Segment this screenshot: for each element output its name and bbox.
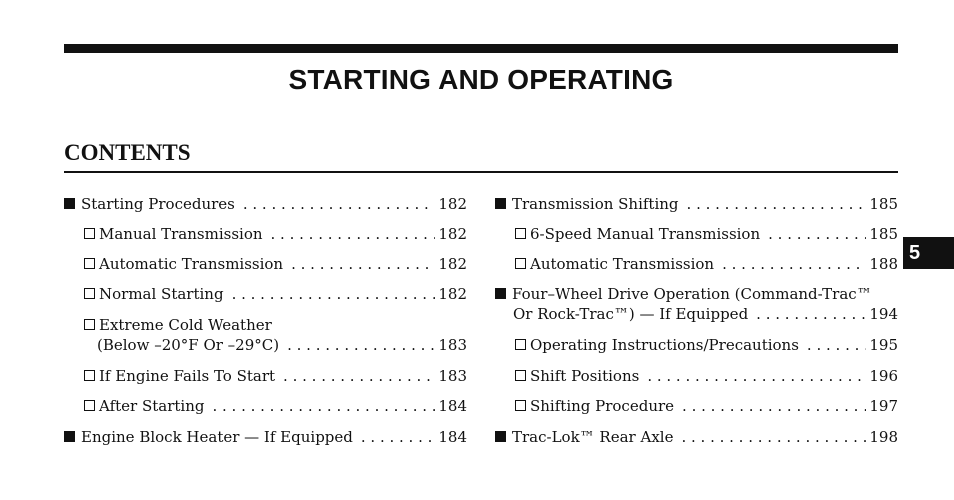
dot-leader (681, 427, 866, 447)
toc-entry-label: 6-Speed Manual Transmission (530, 225, 761, 243)
square-bullet-icon (495, 198, 506, 209)
toc-page-number: 184 (438, 428, 467, 446)
toc-entry-label: Starting Procedures (81, 195, 235, 213)
toc-entry[interactable] (495, 284, 898, 324)
toc-entry-label: Extreme Cold Weather (99, 316, 272, 334)
toc-entry-label: If Engine Fails To Start (99, 367, 276, 385)
toc-entry[interactable] (495, 366, 898, 386)
chapter-tab: 5 (903, 237, 954, 269)
top-rule (64, 44, 898, 53)
toc-entry-label-continued: (Below –20°F Or –29°C) (97, 336, 280, 354)
toc-entry-label: Trac-Lok™ Rear Axle (512, 428, 674, 446)
dot-leader (722, 254, 866, 274)
hollow-square-bullet-icon (515, 400, 526, 411)
toc-entry[interactable] (64, 194, 467, 214)
dot-leader (687, 194, 867, 214)
hollow-square-bullet-icon (84, 228, 95, 239)
dot-leader (212, 396, 435, 416)
toc-entry[interactable] (64, 254, 467, 274)
dot-leader (232, 284, 436, 304)
toc-page-number: 185 (869, 195, 898, 213)
toc-page-number: 194 (869, 305, 898, 323)
dot-leader (271, 224, 436, 244)
dot-leader (243, 194, 436, 214)
dot-leader (287, 335, 435, 355)
hollow-square-bullet-icon (84, 288, 95, 299)
dot-leader (647, 366, 866, 386)
square-bullet-icon (495, 431, 506, 442)
toc-entry[interactable] (495, 194, 898, 214)
hollow-square-bullet-icon (84, 370, 95, 381)
toc-page-number: 182 (438, 195, 467, 213)
toc-entry-label: After Starting (99, 397, 205, 415)
toc-page-number: 183 (438, 336, 467, 354)
toc-page-number: 185 (869, 225, 898, 243)
hollow-square-bullet-icon (515, 370, 526, 381)
toc-entry-label: Transmission Shifting (512, 195, 679, 213)
square-bullet-icon (495, 288, 506, 299)
toc-entry[interactable] (495, 335, 898, 355)
toc-entry-label: Automatic Transmission (99, 255, 284, 273)
toc-page-number: 183 (438, 367, 467, 385)
hollow-square-bullet-icon (515, 339, 526, 350)
toc-page-number: 182 (438, 285, 467, 303)
hollow-square-bullet-icon (84, 400, 95, 411)
toc-entry-label: Operating Instructions/Precautions (530, 336, 799, 354)
toc-entry-label: Manual Transmission (99, 225, 263, 243)
toc-entry-label: Engine Block Heater — If Equipped (81, 428, 353, 446)
toc-page-number: 188 (869, 255, 898, 273)
toc-page-number: 182 (438, 255, 467, 273)
toc-entry-label: Shifting Procedure (530, 397, 675, 415)
hollow-square-bullet-icon (515, 228, 526, 239)
toc-entry-label: Shift Positions (530, 367, 640, 385)
toc-entry[interactable] (495, 427, 898, 447)
dot-leader (682, 396, 866, 416)
dot-leader (361, 427, 435, 447)
toc-entry-label: Normal Starting (99, 285, 224, 303)
dot-leader (756, 304, 866, 324)
toc-entry-label: Automatic Transmission (530, 255, 715, 273)
toc-entry[interactable] (64, 366, 467, 386)
toc-entry[interactable] (64, 315, 467, 355)
dot-leader (283, 366, 435, 386)
toc-entry-label-continued: Or Rock-Trac™) — If Equipped (513, 305, 749, 323)
toc-page-number: 198 (869, 428, 898, 446)
chapter-title: STARTING AND OPERATING (288, 64, 674, 95)
toc-page-number: 197 (869, 397, 898, 415)
toc-entry[interactable] (64, 224, 467, 244)
toc-entry[interactable] (64, 427, 467, 447)
square-bullet-icon (64, 431, 75, 442)
toc-entry[interactable] (495, 254, 898, 274)
dot-leader (291, 254, 435, 274)
toc-entry[interactable] (64, 396, 467, 416)
toc-entry[interactable] (64, 284, 467, 304)
toc-entry-label: Four–Wheel Drive Operation (Command-Trac™ (512, 285, 872, 303)
hollow-square-bullet-icon (84, 319, 95, 330)
hollow-square-bullet-icon (515, 258, 526, 269)
contents-rule (64, 171, 898, 173)
toc-page-number: 182 (438, 225, 467, 243)
dot-leader (768, 224, 866, 244)
dot-leader (807, 335, 866, 355)
toc-entry[interactable] (495, 396, 898, 416)
square-bullet-icon (64, 198, 75, 209)
toc-entry[interactable] (495, 224, 898, 244)
toc-page-number: 184 (438, 397, 467, 415)
contents-heading: CONTENTS (64, 140, 191, 165)
toc-page-number: 195 (869, 336, 898, 354)
hollow-square-bullet-icon (84, 258, 95, 269)
toc-page-number: 196 (869, 367, 898, 385)
